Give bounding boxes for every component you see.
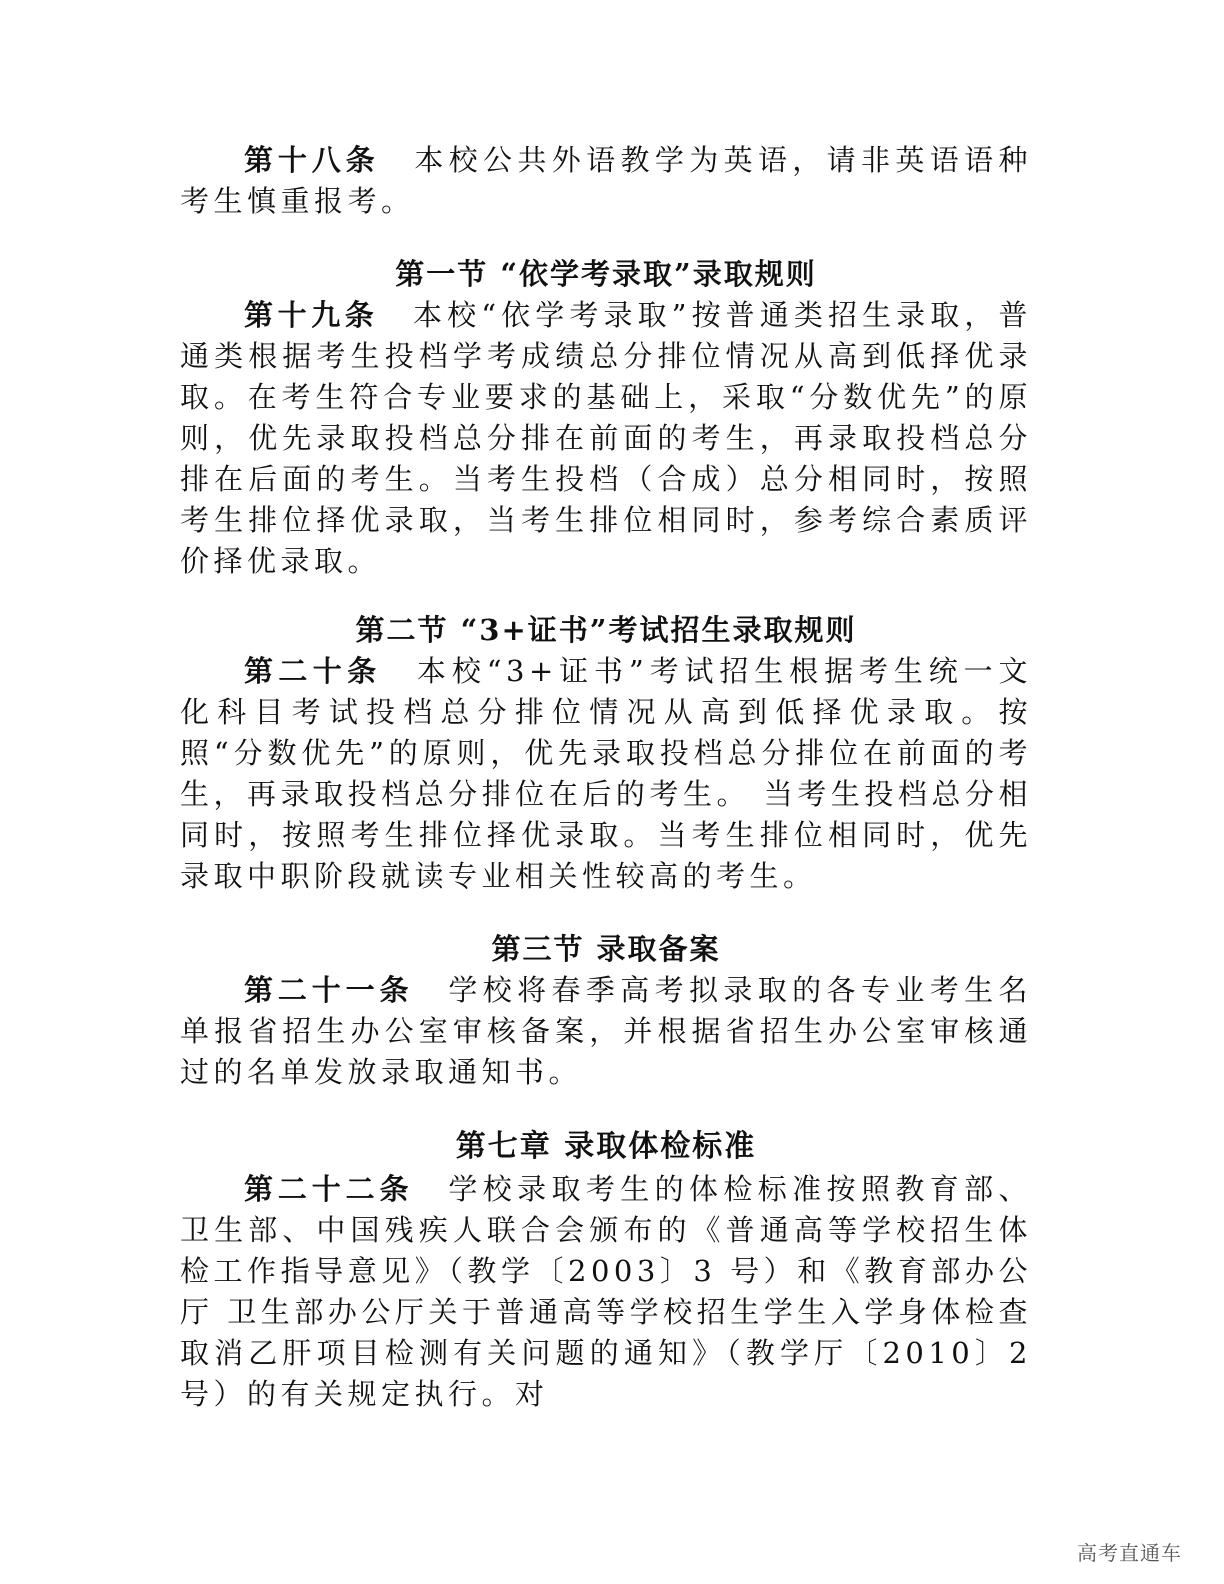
section-heading: 第三节 录取备案 <box>491 932 721 966</box>
article-text: 本校“依学考录取”按普通类招生录取，普通类根据考生投档学考成绩总分排位情况从高到低择优录取。在考生符合专业要求的基础上，采取“分数优先”的原则，优先录取投档总分排在前面的考生，再录取投档总分排在后面的考生。当考生投档（合成）总分相同时，按照考生排位择优录取，当考生排位相同时，参考综合素质评价择优录取。 <box>180 298 1032 578</box>
article-text: 学校将春季高考拟录取的各专业考生名单报省招生办公室审核备案，并根据省招生办公室审核通过的名单发放录取通知书。 <box>180 973 1032 1089</box>
article-text: 本校公共外语教学为英语，请非英语语种考生慎重报考。 <box>180 143 1032 218</box>
spacer <box>180 582 1032 610</box>
article-22 <box>180 1169 1032 1415</box>
document-body <box>180 140 1032 1415</box>
article-19 <box>180 295 1032 582</box>
article-20 <box>180 651 1032 897</box>
watermark: 高考直通车 <box>1077 1541 1182 1565</box>
article-label: 第十九条 <box>244 298 379 332</box>
article-18 <box>180 140 1032 222</box>
spacer <box>180 222 1032 254</box>
article-21 <box>180 970 1032 1093</box>
section-heading: 第二节 “3+证书”考试招生录取规则 <box>355 613 857 647</box>
article-text: 本校“3+证书”考试招生根据考生统一文化科目考试投档总分排位情况从高到低择优录取。按照“分数优先”的原则，优先录取投档总分排位在前面的考生，再录取投档总分排位在后的考生。 当考生投档总分相同时，按照考生排位择优录取。当考生排位相同时，优先录取中职阶段就读专业相关性较高的考生。 <box>180 654 1032 893</box>
article-label: 第二十一条 <box>244 973 414 1007</box>
article-label: 第十八条 <box>244 143 380 177</box>
spacer <box>180 897 1032 929</box>
article-label: 第二十二条 <box>244 1172 414 1206</box>
article-label: 第二十条 <box>244 654 382 688</box>
chapter-heading: 第七章 录取体检标准 <box>455 1129 757 1164</box>
section-heading: 第一节 “依学考录取”录取规则 <box>395 257 817 291</box>
spacer <box>180 1093 1032 1125</box>
article-text: 学校录取考生的体检标准按照教育部、卫生部、中国残疾人联合会颁布的《普通高等学校招生体检工作指导意见》（教学〔2003〕3 号）和《教育部办公厅 卫生部办公厅关于普通高等学校招生学生入学身体检查取消乙肝项目检测有关问题的通知》（教学厅〔2010〕2 号）的有关规定执行。对 <box>180 1172 1032 1411</box>
